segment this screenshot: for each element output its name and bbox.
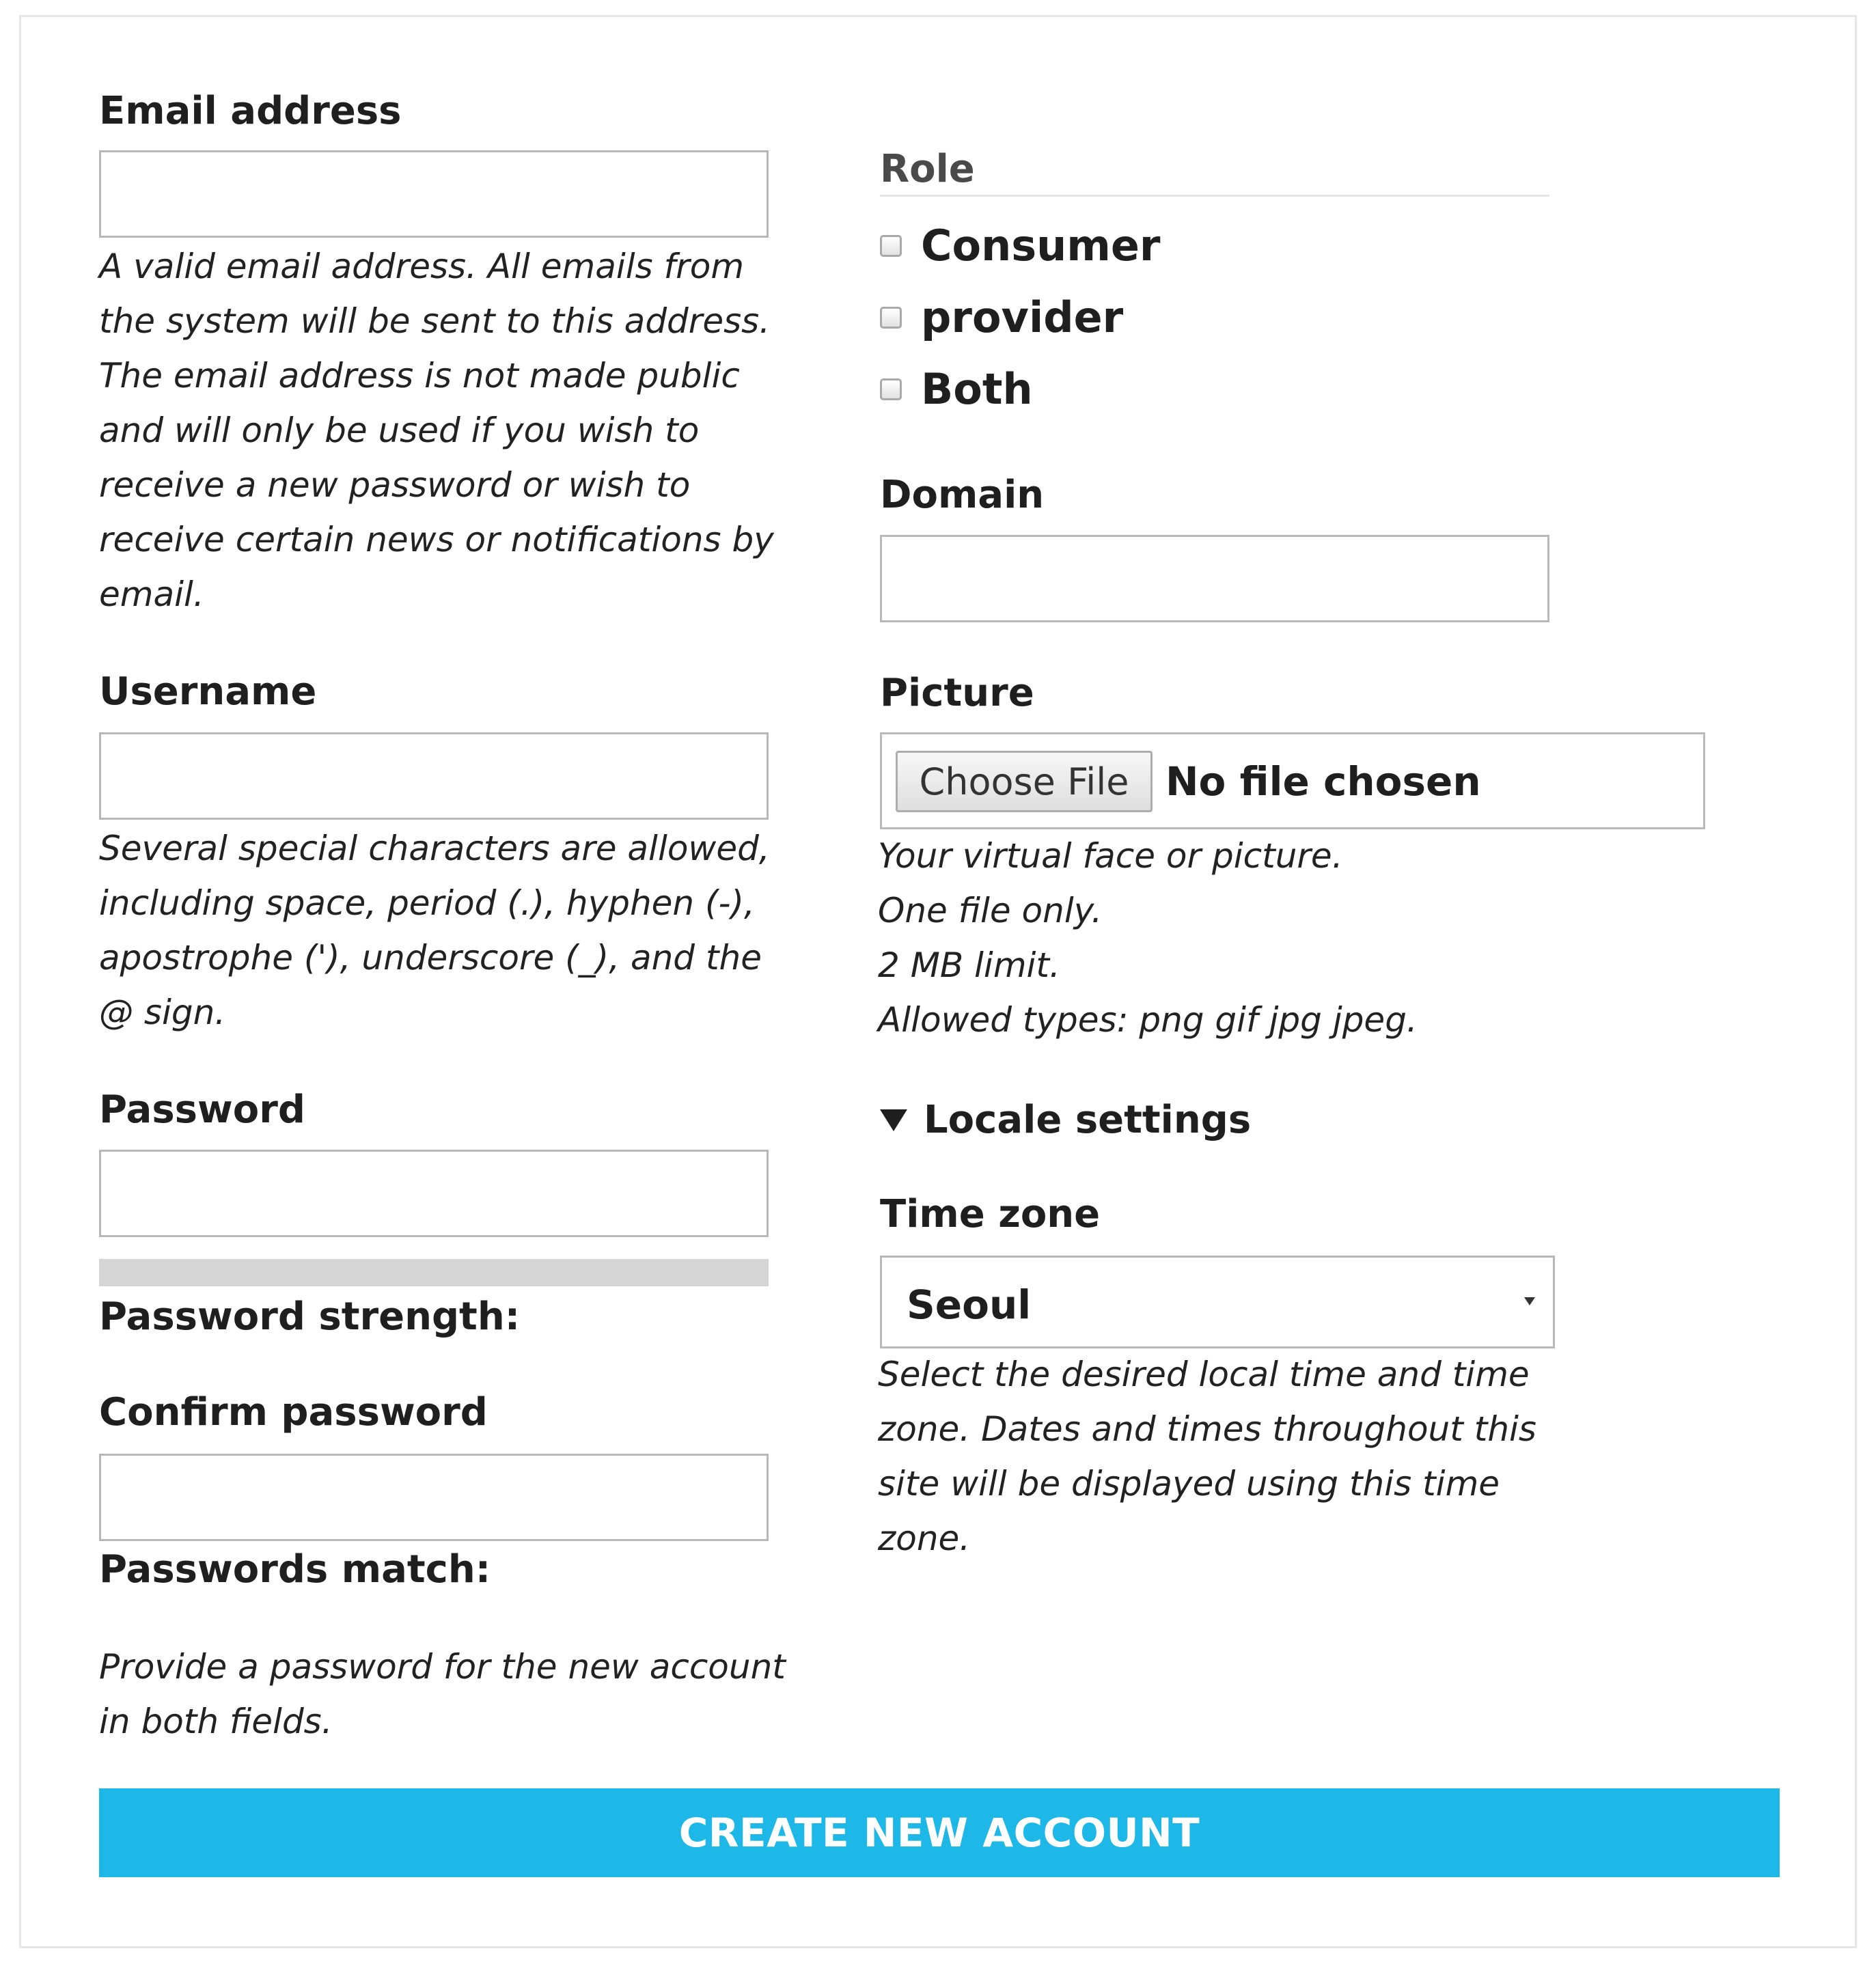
password-strength-bar [99, 1259, 769, 1286]
email-help-line: receive certain news or notifications by [99, 520, 774, 559]
role-label-provider: provider [921, 292, 1124, 342]
timezone-help-line: zone. [878, 1519, 971, 1558]
email-help-line: The email address is not made public [99, 356, 740, 396]
role-checkbox-both[interactable] [880, 378, 902, 400]
confirm-password-help-line: Provide a password for the new account [99, 1647, 786, 1687]
confirm-password-help [99, 1639, 786, 1749]
role-label-both: Both [921, 364, 1033, 414]
email-help-line: A valid email address. All emails from [99, 247, 745, 286]
picture-file-field [880, 732, 1705, 829]
username-label: Username [99, 669, 317, 714]
confirm-password-label: Confirm password [99, 1390, 488, 1435]
email-help-line: and will only be used if you wish to [99, 411, 700, 450]
picture-help [878, 829, 1418, 1047]
locale-settings-summary: Locale settings [924, 1098, 1252, 1142]
timezone-help-line: site will be displayed using this time [878, 1464, 1500, 1504]
chevron-down-icon [1524, 1297, 1535, 1305]
username-help [99, 821, 770, 1040]
email-label: Email address [99, 89, 402, 133]
expanded-triangle-icon [880, 1109, 907, 1131]
picture-label: Picture [880, 671, 1034, 715]
username-input[interactable] [99, 732, 769, 820]
email-input[interactable] [99, 150, 769, 238]
picture-help-line: Allowed types: png gif jpg jpeg. [878, 1000, 1418, 1040]
email-help-line: receive a new password or wish to [99, 465, 691, 505]
create-account-button[interactable]: CREATE NEW ACCOUNT [99, 1788, 1780, 1877]
role-legend: Role [880, 147, 975, 191]
passwords-match-label: Passwords match: [99, 1547, 491, 1592]
timezone-help [878, 1347, 1536, 1566]
domain-label: Domain [880, 473, 1045, 517]
email-help [99, 239, 774, 622]
timezone-help-line: Select the desired local time and time [878, 1355, 1530, 1394]
email-help-line: the system will be sent to this address. [99, 301, 771, 341]
email-help-line: email. [99, 574, 204, 614]
timezone-selected-value: Seoul [907, 1282, 1032, 1328]
picture-help-line: Your virtual face or picture. [878, 836, 1343, 876]
locale-settings-toggle[interactable] [880, 1100, 1251, 1141]
role-checkbox-consumer[interactable] [880, 235, 902, 257]
file-status-text: No file chosen [1165, 758, 1481, 805]
timezone-label: Time zone [880, 1192, 1101, 1236]
role-option-provider[interactable] [880, 294, 1123, 342]
timezone-help-line: zone. Dates and times throughout this [878, 1409, 1536, 1449]
choose-file-button[interactable]: Choose File [896, 751, 1153, 812]
confirm-password-help-line: in both fields. [99, 1702, 333, 1741]
role-option-both[interactable] [880, 365, 1033, 413]
username-help-line: Several special characters are allowed, [99, 829, 770, 868]
picture-help-line: One file only. [878, 891, 1103, 930]
username-help-line: including space, period (.), hyphen (-), [99, 883, 755, 923]
role-divider [880, 195, 1549, 197]
role-option-consumer[interactable] [880, 222, 1161, 270]
role-label-consumer: Consumer [921, 221, 1161, 271]
username-help-line: apostrophe ('), underscore (_), and the [99, 938, 762, 978]
password-strength-label: Password strength: [99, 1294, 521, 1339]
password-label: Password [99, 1088, 305, 1132]
picture-help-line: 2 MB limit. [878, 945, 1060, 985]
password-input[interactable] [99, 1150, 769, 1237]
username-help-line: @ sign. [99, 993, 226, 1032]
timezone-select[interactable] [880, 1256, 1555, 1348]
role-checkbox-provider[interactable] [880, 307, 902, 329]
confirm-password-input[interactable] [99, 1454, 769, 1541]
domain-input[interactable] [880, 535, 1549, 622]
